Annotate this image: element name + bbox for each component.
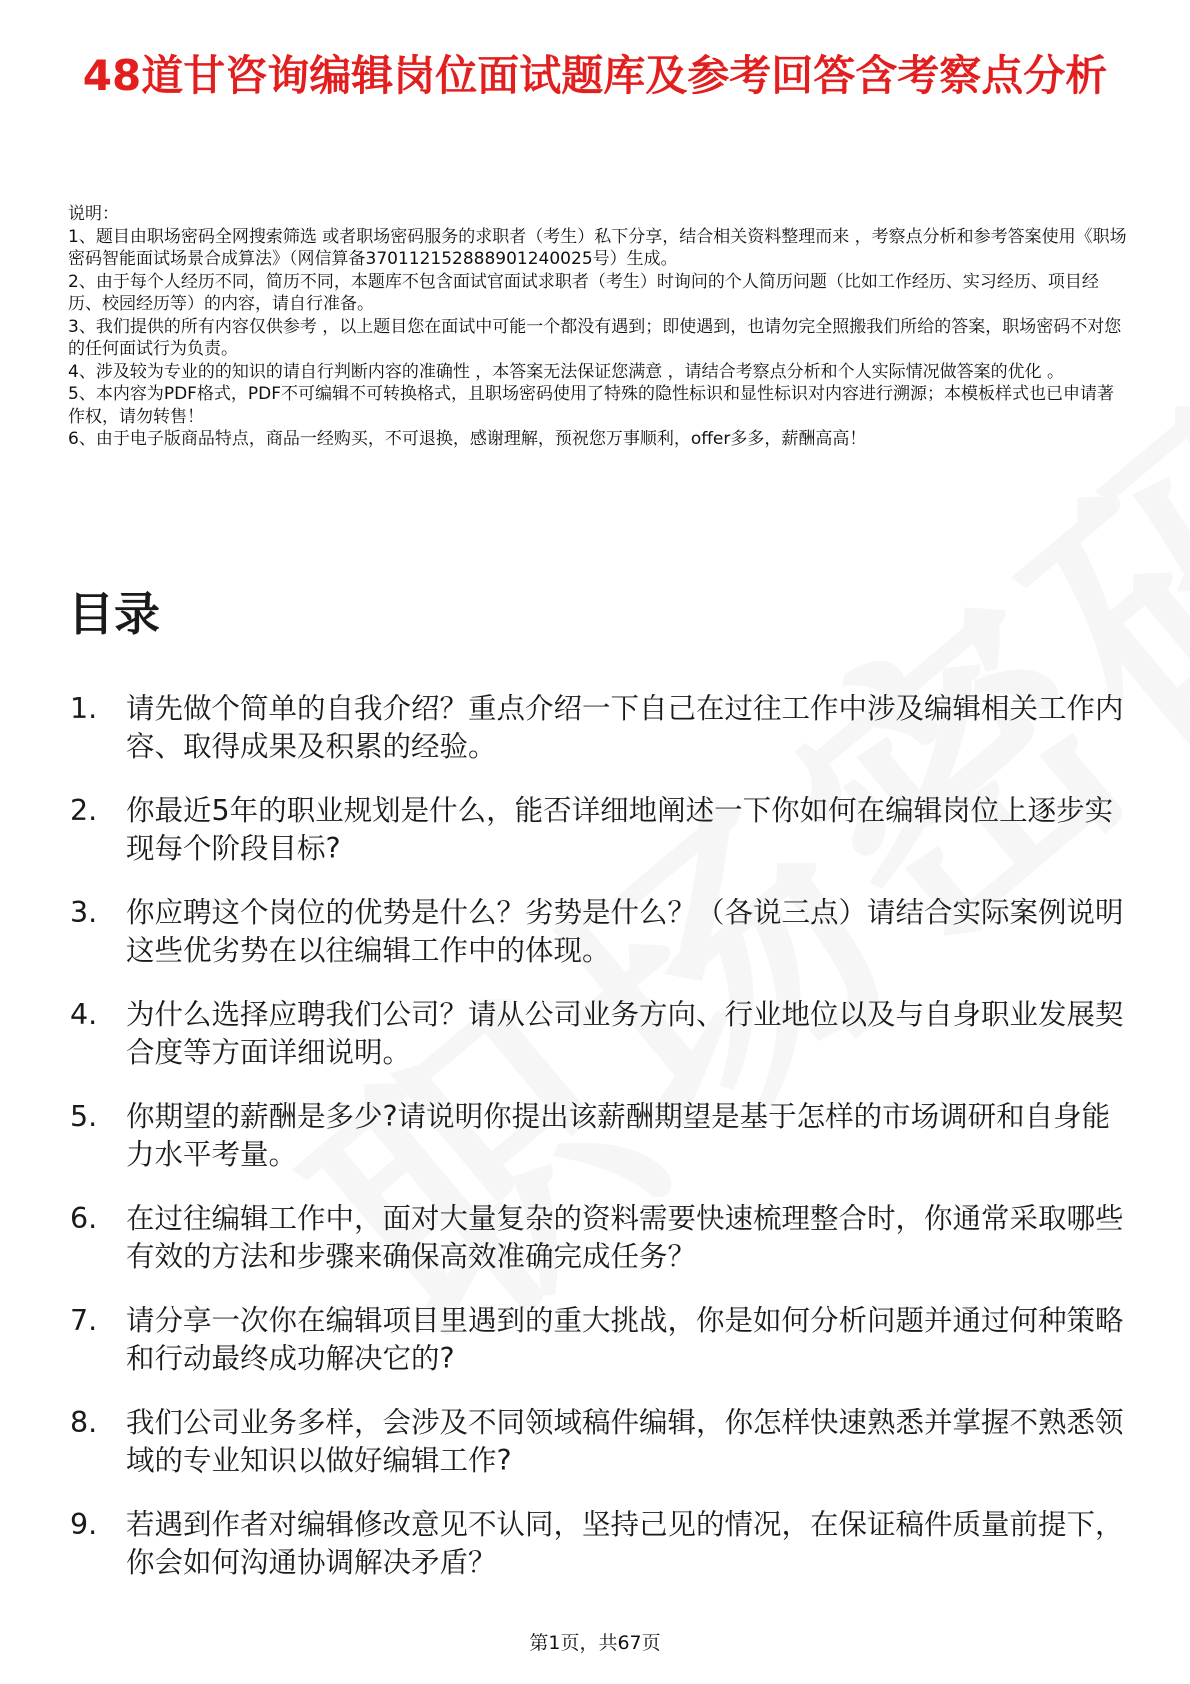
- toc-heading: 目录: [68, 587, 160, 641]
- toc-item-text[interactable]: 若遇到作者对编辑修改意见不认同，坚持己见的情况，在保证稿件质量前提下，你会如何沟通协调解决矛盾？: [126, 1508, 1124, 1579]
- document-title: 48道甘咨询编辑岗位面试题库及参考回答含考察点分析: [82, 51, 1108, 100]
- note-item: 1、题目由职场密码全网搜索筛选 或者职场密码服务的求职者（考生）私下分享，结合相关资料整理而来 ，考察点分析和参考答案使用《职场密码智能面试场景合成算法》（网信算备370112152888901240025号）生成。: [68, 226, 1127, 269]
- toc-item-number: 6.: [70, 1202, 98, 1235]
- notes-label: 说明：: [68, 204, 119, 224]
- note-item: 5、本内容为PDF格式，PDF不可编辑不可转换格式，且职场密码使用了特殊的隐性标识和显性标识对内容进行溯源；本模板样式也已申请著作权，请勿转售！: [68, 384, 1115, 427]
- toc-item-text[interactable]: 你最近5年的职业规划是什么，能否详细地阐述一下你如何在编辑岗位上逐步实现每个阶段目标?: [126, 794, 1114, 865]
- note-item: 3、我们提供的所有内容仅供参考 ，以上题目您在面试中可能一个都没有遇到；即使遇到，也请勿完全照搬我们所给的答案，职场密码不对您的任何面试行为负责。: [68, 316, 1122, 359]
- toc-item-text[interactable]: 我们公司业务多样，会涉及不同领域稿件编辑，你怎样快速熟悉并掌握不熟悉领域的专业知识以做好编辑工作?: [126, 1406, 1124, 1477]
- toc-item[interactable]: [70, 690, 1130, 766]
- toc-item-number: 4.: [70, 998, 98, 1031]
- toc-item-text[interactable]: 请先做个简单的自我介绍？重点介绍一下自己在过往工作中涉及编辑相关工作内容、取得成果及积累的经验。: [126, 692, 1124, 763]
- toc-list: [70, 690, 1130, 1608]
- toc-item-number: 9.: [70, 1508, 98, 1541]
- note-item: 2、由于每个人经历不同，简历不同，本题库不包含面试官面试求职者（考生）时询问的个人简历问题（比如工作经历、实习经历、项目经历、校园经历等）的内容，请自行准备。: [68, 271, 1099, 314]
- toc-item-text[interactable]: 请分享一次你在编辑项目里遇到的重大挑战，你是如何分析问题并通过何种策略和行动最终成功解决它的?: [126, 1304, 1124, 1375]
- toc-item-text[interactable]: 在过往编辑工作中，面对大量复杂的资料需要快速梳理整合时，你通常采取哪些有效的方法和步骤来确保高效准确完成任务？: [126, 1202, 1124, 1273]
- toc-item-number: 1.: [70, 692, 98, 725]
- toc-item[interactable]: [70, 792, 1130, 868]
- toc-item-text[interactable]: 为什么选择应聘我们公司？请从公司业务方向、行业地位以及与自身职业发展契合度等方面详细说明。: [126, 998, 1124, 1069]
- note-item: 6、由于电子版商品特点，商品一经购买，不可退换，感谢理解，预祝您万事顺利，offer多多，薪酬高高！: [68, 429, 867, 449]
- toc-item-number: 3.: [70, 896, 98, 929]
- toc-item[interactable]: [70, 996, 1130, 1072]
- toc-item-number: 8.: [70, 1406, 98, 1439]
- toc-item[interactable]: [70, 1200, 1130, 1276]
- page-footer: 第1页，共67页: [529, 1632, 661, 1654]
- toc-item-number: 2.: [70, 794, 98, 827]
- toc-item-number: 7.: [70, 1304, 98, 1337]
- toc-item-text[interactable]: 你期望的薪酬是多少?请说明你提出该薪酬期望是基于怎样的市场调研和自身能力水平考量。: [126, 1100, 1111, 1171]
- toc-item[interactable]: [70, 1302, 1130, 1378]
- toc-item[interactable]: [70, 1098, 1130, 1174]
- notes-section: [68, 203, 1128, 451]
- toc-item[interactable]: [70, 1506, 1130, 1582]
- toc-item[interactable]: [70, 1404, 1130, 1480]
- toc-item[interactable]: [70, 894, 1130, 970]
- toc-item-text[interactable]: 你应聘这个岗位的优势是什么？劣势是什么？（各说三点）请结合实际案例说明这些优劣势在以往编辑工作中的体现。: [126, 896, 1124, 967]
- note-item: 4、涉及较为专业的的知识的请自行判断内容的准确性 ，本答案无法保证您满意 ，请结合考察点分析和个人实际情况做答案的优化 。: [68, 361, 1065, 382]
- toc-item-number: 5.: [70, 1100, 98, 1133]
